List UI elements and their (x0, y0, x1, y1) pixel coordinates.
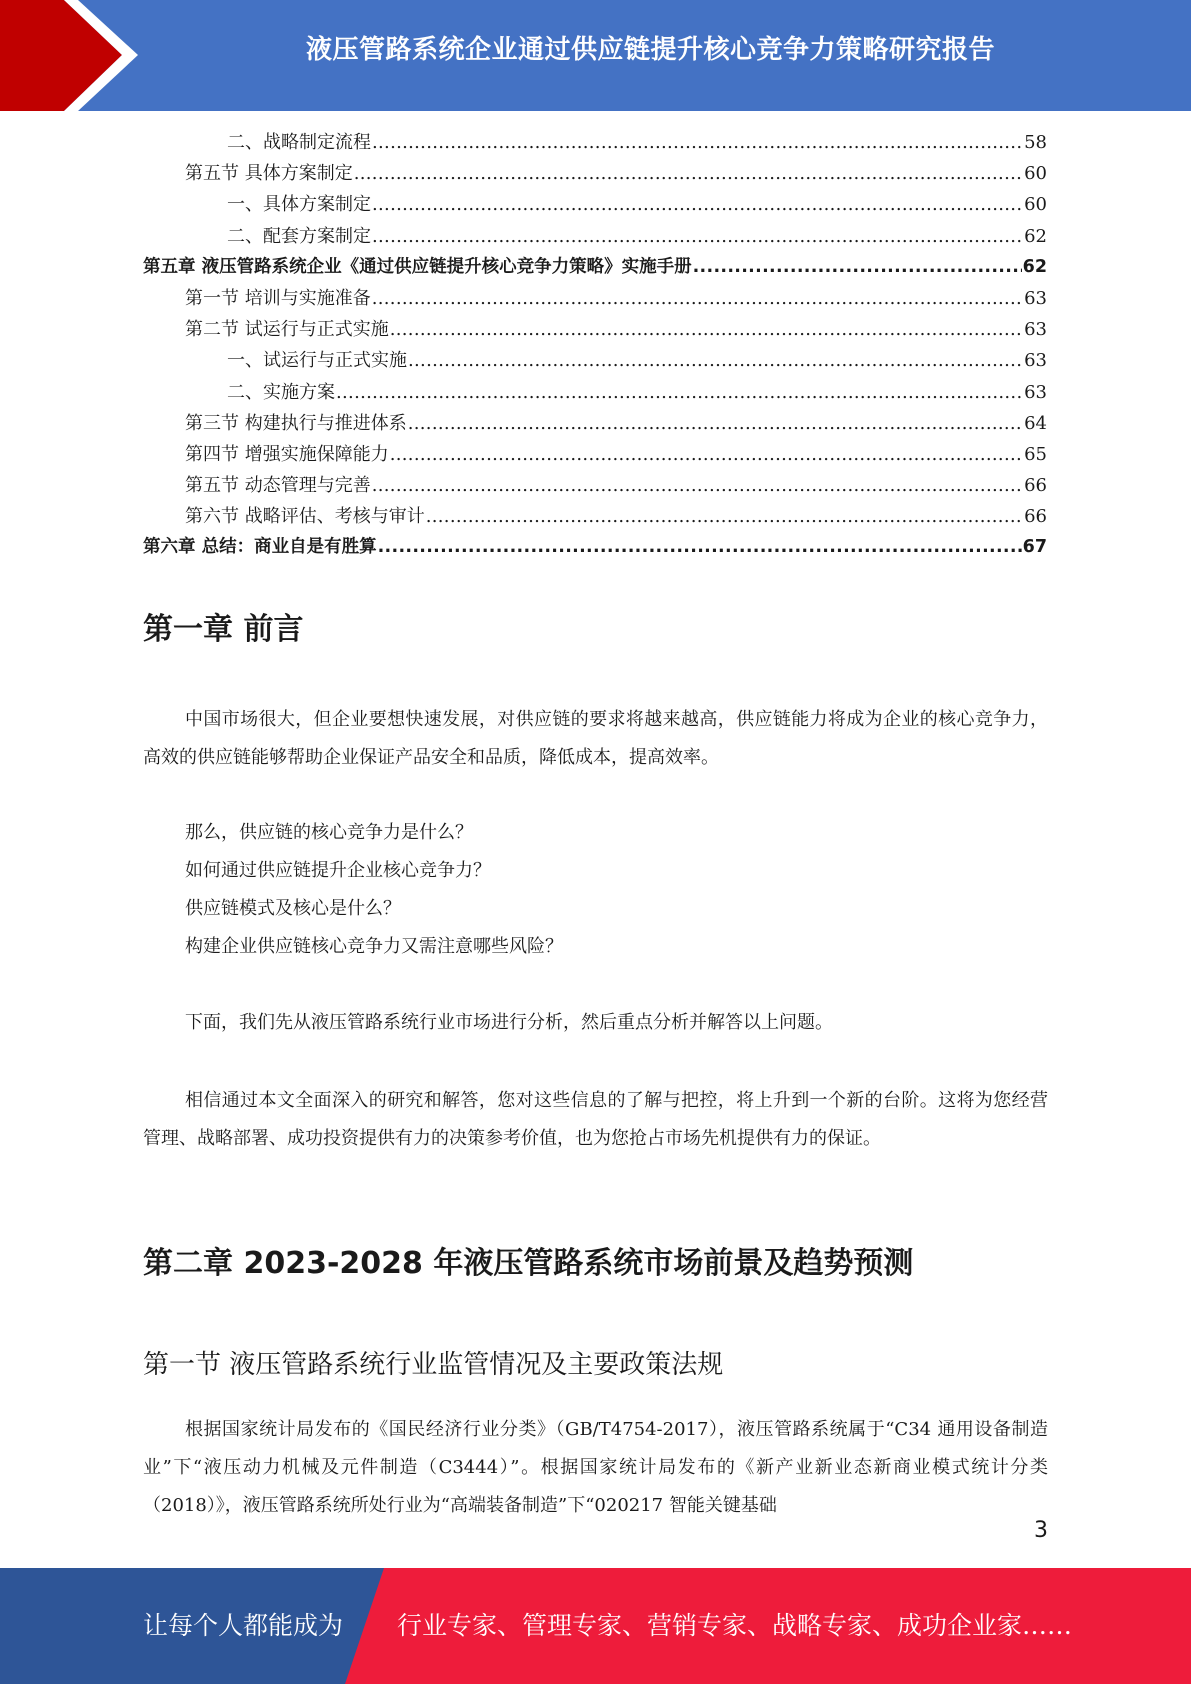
question-3: 供应链模式及核心是什么？ (185, 898, 401, 919)
toc-entry[interactable] (143, 439, 1047, 470)
toc-leader-dots (336, 377, 1023, 408)
chapter-1-paragraph-2: 下面，我们先从液压管路系统行业市场进行分析，然后重点分析并解答以上问题。 (185, 1012, 833, 1033)
toc-entry-title: 第三节 构建执行与推进体系 (185, 412, 407, 434)
toc-entry-page: 65 (1024, 443, 1047, 465)
toc-entry-title: 第一节 培训与实施准备 (185, 287, 371, 309)
toc-leader-dots (372, 127, 1023, 158)
chapter-1-title: 第一章 前言 (143, 612, 304, 647)
toc-entry-title: 二、战略制定流程 (227, 132, 371, 153)
toc-entry-page: 63 (1024, 381, 1047, 403)
header-title: 液压管路系统企业通过供应链提升核心竞争力策略研究报告 (305, 35, 995, 65)
chapter-1-paragraph-3: 相信通过本文全面深入的研究和解答，您对这些信息的了解与把控，将上升到一个新的台阶。这将为您经营管理、战略部署、成功投资提供有力的决策参考价值，也为您抢占市场先机提供有力的保证。 (143, 1090, 1048, 1149)
toc-entry-title: 二、实施方案 (227, 381, 335, 403)
toc-entry-title: 一、具体方案制定 (227, 194, 371, 216)
toc-entry[interactable] (143, 189, 1047, 220)
toc-leader-dots (354, 158, 1023, 189)
toc-leader-dots (408, 345, 1023, 376)
toc-leader-dots (390, 439, 1023, 470)
table-of-contents (143, 127, 1047, 564)
page-header (0, 0, 1191, 111)
toc-entry-title: 第二节 试运行与正式实施 (185, 319, 389, 341)
toc-entry[interactable] (143, 345, 1047, 376)
toc-leader-dots (372, 470, 1023, 501)
question-2: 如何通过供应链提升企业核心竞争力？ (185, 860, 491, 881)
toc-leader-dots (693, 252, 1022, 283)
toc-entry-page: 62 (1024, 225, 1047, 247)
toc-entry-page: 66 (1024, 475, 1047, 497)
toc-leader-dots (372, 189, 1023, 220)
toc-entry[interactable] (143, 127, 1047, 158)
toc-entry-page: 60 (1024, 194, 1047, 216)
toc-entry[interactable] (143, 314, 1047, 345)
toc-leader-dots (378, 532, 1022, 563)
question-1: 那么，供应链的核心竞争力是什么？ (185, 822, 473, 843)
page-footer (0, 1568, 1191, 1684)
toc-entry[interactable] (143, 377, 1047, 408)
toc-entry-page: 60 (1024, 163, 1047, 185)
toc-entry-title: 第四节 增强实施保障能力 (185, 443, 389, 465)
toc-leader-dots (372, 221, 1023, 252)
red-chevron-decoration (0, 0, 150, 111)
chapter-2-paragraph-1: 根据国家统计局发布的《国民经济行业分类》（GB/T4754-2017），液压管路系统属于“C34 通用设备制造业”下“液压动力机械及元件制造（C3444）”。根据国家统计局发布的《新产业新业态新商业模式统计分类（2018）》，液压管路系统所处行业为“高端装备制造”下“020217 智能关键基础 (143, 1419, 1048, 1516)
toc-leader-dots (390, 314, 1023, 345)
toc-entry[interactable] (143, 283, 1047, 314)
toc-leader-dots (408, 408, 1023, 439)
toc-entry-page: 64 (1024, 412, 1047, 434)
page-number: 3 (1034, 1518, 1048, 1543)
toc-entry[interactable] (143, 158, 1047, 189)
toc-leader-dots (426, 501, 1023, 532)
toc-entry-page: 63 (1024, 350, 1047, 372)
toc-leader-dots (372, 283, 1023, 314)
question-4: 构建企业供应链核心竞争力又需注意哪些风险？ (185, 936, 563, 957)
toc-entry-title: 第六章 总结：商业自是有胜算 (143, 537, 377, 558)
toc-entry-page: 62 (1022, 256, 1047, 277)
chapter-2-section-1-title: 第一节 液压管路系统行业监管情况及主要政策法规 (143, 1350, 724, 1380)
chapter-1-paragraph-1: 中国市场很大，但企业要想快速发展，对供应链的要求将越来越高，供应链能力将成为企业的核心竞争力，高效的供应链能够帮助企业保证产品安全和品质，降低成本，提高效率。 (143, 709, 1048, 768)
toc-entry-page: 67 (1022, 537, 1047, 558)
footer-slogan-right: 行业专家、管理专家、营销专家、战略专家、成功企业家…… (397, 1611, 1073, 1640)
toc-entry[interactable] (143, 532, 1047, 563)
toc-entry-title: 第五节 具体方案制定 (185, 163, 353, 185)
toc-entry-page: 66 (1024, 506, 1047, 528)
toc-entry[interactable] (143, 501, 1047, 532)
toc-entry[interactable] (143, 252, 1047, 283)
toc-entry[interactable] (143, 408, 1047, 439)
toc-entry-title: 第六节 战略评估、考核与审计 (185, 506, 425, 528)
toc-entry-title: 第五章 液压管路系统企业《通过供应链提升核心竞争力策略》实施手册 (143, 256, 692, 277)
toc-entry[interactable] (143, 221, 1047, 252)
toc-entry-title: 二、配套方案制定 (227, 225, 371, 247)
toc-entry-page: 58 (1024, 132, 1047, 153)
toc-entry[interactable] (143, 470, 1047, 501)
footer-slogan-left: 让每个人都能成为 (143, 1611, 344, 1640)
toc-entry-title: 第五节 动态管理与完善 (185, 475, 371, 497)
chapter-2-title: 第二章 2023-2028 年液压管路系统市场前景及趋势预测 (143, 1246, 914, 1281)
toc-entry-page: 63 (1024, 287, 1047, 309)
toc-entry-page: 63 (1024, 319, 1047, 341)
toc-entry-title: 一、试运行与正式实施 (227, 350, 407, 372)
